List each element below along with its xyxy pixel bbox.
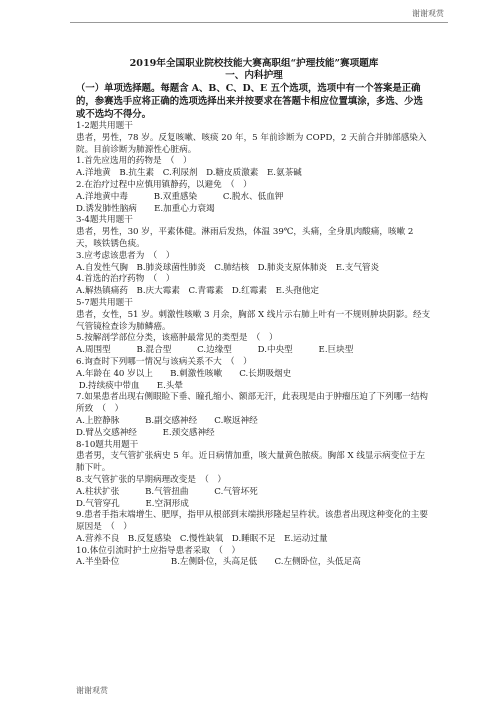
- instructions-paragraph: （一）单项选择题。每题含 A、B、C、D、E 五个选项，选项中有一个答案是正确的，参赛选手应将正确的选项选择出来并按要求在答题卡相应位置填涂，多选、少选或不选均不得分。: [76, 83, 423, 120]
- question: 3.应考虑该患者为 （ ）: [76, 250, 175, 261]
- question: 7.如果患者出现右侧眼睑下垂、瞳孔缩小、额部无汗，此表现是由于肿瘤压迫了下列哪一结构所致 （ ）: [76, 392, 428, 415]
- answer-options: A.年龄在 40 岁以上 B.刺激性咳嗽 C.长期吸烟史: [76, 368, 292, 379]
- group-heading: 8-10题共用题干: [76, 439, 139, 450]
- answer-options: D.臂丛交感神经 E.颈交感神经: [76, 427, 215, 438]
- answer-options: D.持续痰中带血 E.头晕: [76, 380, 183, 391]
- answer-options: A.柱状扩张 B.气管扭曲 C.气管坏死: [76, 486, 258, 497]
- section-heading: 一、内科护理: [225, 70, 283, 81]
- case-stem: 患者，男性，78 岁。反复咳嗽、咳痰 20 年，5 年前诊断为 COPD，2 天前合并肺部感染入院。目前诊断为肺源性心脏病。: [76, 132, 427, 155]
- answer-options: A.营养不良 B.反复感染 C.慢性缺氧 D.睡眠不足 E.运动过量: [76, 533, 328, 544]
- answer-options: D.诱发肺性脑病 E.加重心力衰竭: [76, 203, 215, 214]
- case-stem: 患者，男性，30 岁，平素体健。淋雨后发热，体温 39℃，头痛，全身肌肉酸痛，咳嗽 2 天，咳铁锈色痰。: [76, 227, 414, 249]
- answer-options: A.上腔静脉 B.副交感神经 C.喉返神经: [76, 415, 258, 426]
- question: 10.体位引流时护士应指导患者采取 （ ）: [76, 545, 241, 556]
- question: 6.询查时下列哪一情况与该病关系不大 （ ）: [76, 356, 252, 367]
- answer-options: A.洋地黄 B.抗生素 C.利尿剂 D.糖皮质激素 E.氨茶碱: [76, 168, 302, 179]
- answer-options: A.半坐卧位 B.左侧卧位，头高足低 C.左侧卧位，头低足高: [76, 557, 361, 568]
- question: 2.在治疗过程中应慎用镇静药，以避免 （ ）: [76, 179, 252, 190]
- case-stem: 患者男，支气管扩张病史 5 年。近日病情加重，咳大量黄色脓痰。胸部 X 线显示病变位于左肺下叶。: [76, 451, 426, 474]
- document-title: 2019年全国职业院校技能大赛高职组“护理技能”赛项题库: [129, 58, 379, 69]
- answer-options: D.气管穿孔 E.空洞形成: [76, 498, 189, 509]
- answer-options: A.自发性气胸 B.肺炎球菌性肺炎 C.肺结核 D.肺炎支原体肺炎 E.支气管炎: [76, 262, 380, 273]
- question: 1.首先应选用的药物是 （ ）: [76, 156, 192, 167]
- page-footer-text: 谢谢观赏: [76, 686, 108, 695]
- question: 4.首选的治疗药物 （ ）: [76, 274, 175, 285]
- question: 8.支气管扩张的早期病理改变是 （ ）: [76, 474, 226, 485]
- group-heading: 1-2题共用题干: [76, 121, 133, 131]
- answer-options: A.解热镇痛药 B.庆大霉素 C.青霉素 D.红霉素 E.头孢他定: [76, 286, 319, 297]
- group-heading: 3-4题共用题干: [76, 215, 133, 226]
- answer-options: A.周围型 B.混合型 C.边缘型 D.中央型 E.巨块型: [76, 345, 354, 356]
- header-divider: [70, 22, 448, 23]
- group-heading: 5-7题共用题干: [76, 297, 133, 308]
- question: 9.患者手指末端增生、肥厚，指甲从根部到末端拱形隆起呈杵状。该患者出现这种变化的主要原因是 （ ）: [76, 510, 428, 533]
- case-stem: 患者，女性，51 岁。刺激性咳嗽 3 月余，胸部 X 线片示右肺上叶有一不规则肿块阴影。经支气管镜检查诊为肺鳞癌。: [76, 309, 431, 332]
- question: 5.按解剖学部位分类，该癌肿最常见的类型是 （ ）: [76, 333, 278, 344]
- answer-options: A.洋地黄中毒 B.双重感染 C.脱水、低血钾: [76, 191, 284, 202]
- document-body: [76, 58, 432, 569]
- page-header-text: 谢谢观赏: [412, 9, 444, 18]
